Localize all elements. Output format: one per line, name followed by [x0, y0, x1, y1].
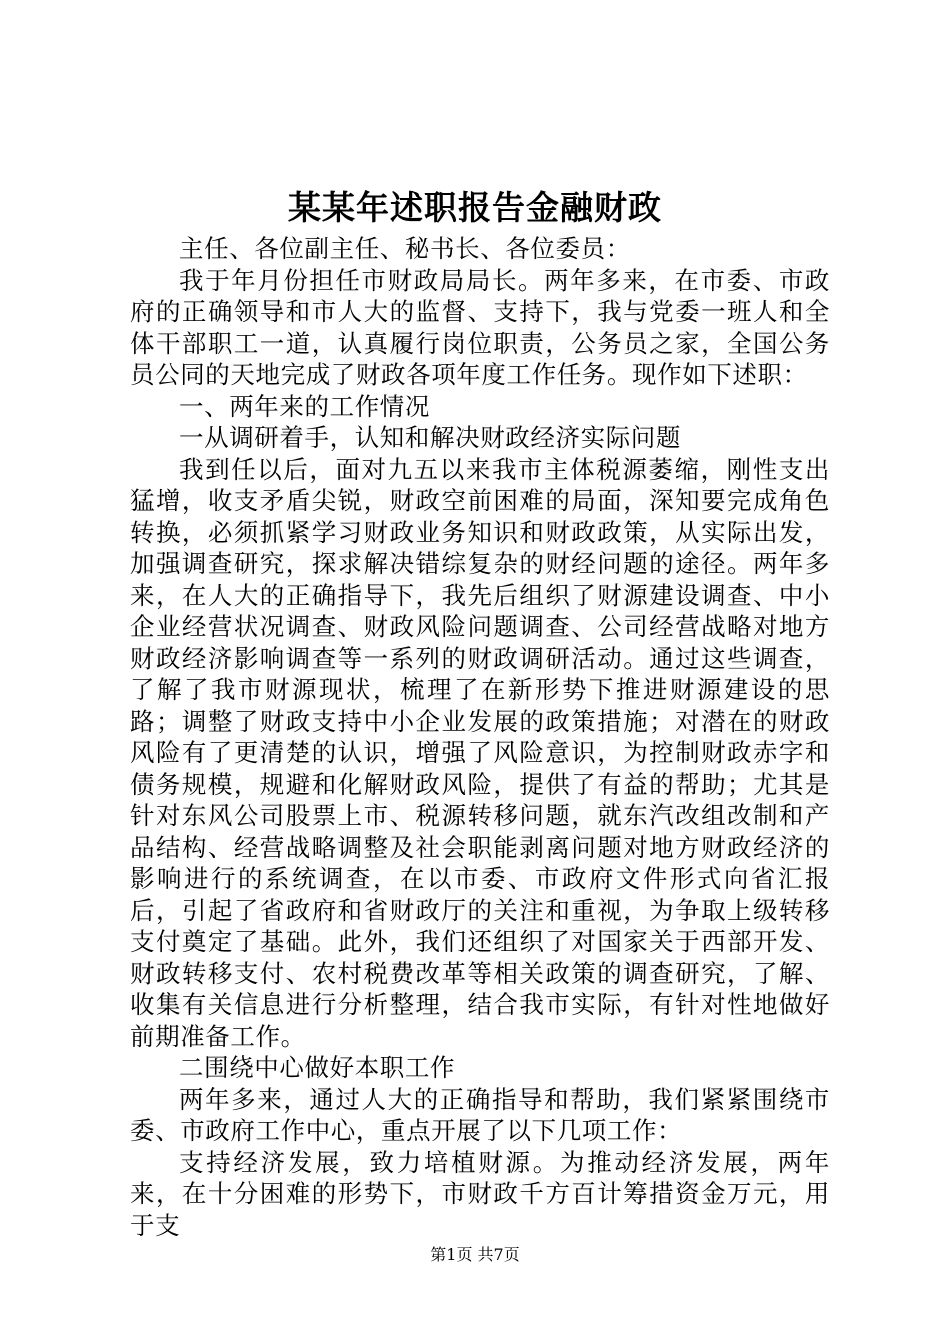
salutation-paragraph: 主任、各位副主任、秘书长、各位委员：	[179, 234, 631, 263]
section-heading-1: 一、两年来的工作情况	[179, 391, 430, 421]
document-body	[130, 233, 830, 1241]
subsection-heading-1: 一从调研着手，认知和解决财政经济实际问题	[179, 423, 681, 452]
intro-paragraph: 我于年月份担任市财政局局长。两年多来，在市委、市政府的正确领导和市人大的监督、支持下，我与党委一班人和全体干部职工一道，认真履行岗位职责，公务员之家，全国公务员公同的天地完成了财政各项年度工作任务。现作如下述职：	[130, 265, 830, 389]
page-footer: 第1页 共7页	[430, 1245, 520, 1264]
subsection-heading-2: 二围绕中心做好本职工作	[179, 1053, 456, 1082]
body-paragraph-work: 两年多来，通过人大的正确指导和帮助，我们紧紧围绕市委、市政府工作中心，重点开展了以下几项工作：	[130, 1084, 830, 1145]
body-paragraph-research: 我到任以后，面对九五以来我市主体税源萎缩，刚性支出猛增，收支矛盾尖锐，财政空前困难的局面，深知要完成角色转换，必须抓紧学习财政业务知识和财政政策，从实际出发，加强调查研究，探求解决错综复杂的财经问题的途径。两年多来，在人大的正确指导下，我先后组织了财源建设调查、中小企业经营状况调查、财政风险问题调查、公司经营战略对地方财政经济影响调查等一系列的财政调研活动。通过这些调查，了解了我市财源现状，梳理了在新形势下推进财源建设的思路；调整了财政支持中小企业发展的政策措施；对潜在的财政风险有了更清楚的认识，增强了风险意识，为控制财政赤字和债务规模，规避和化解财政风险，提供了有益的帮助；尤其是针对东风公司股票上市、税源转移问题，就东汽改组改制和产品结构、经营战略调整及社会职能剥离问题对地方财政经济的影响进行的系统调查，在以市委、市政府文件形式向省汇报后，引起了省政府和省财政厅的关注和重视，为争取上级转移支付奠定了基础。此外，我们还组织了对国家关于西部开发、财政转移支付、农村税费改革等相关政策的调查研究，了解、收集有关信息进行分析整理，结合我市实际，有针对性地做好前期准备工作。	[130, 454, 830, 1051]
body-paragraph-economy: 支持经济发展，致力培植财源。为推动经济发展，两年来，在十分困难的形势下，市财政千方百计筹措资金万元，用于支	[130, 1147, 830, 1240]
document-title: 某某年述职报告金融财政	[288, 188, 662, 227]
